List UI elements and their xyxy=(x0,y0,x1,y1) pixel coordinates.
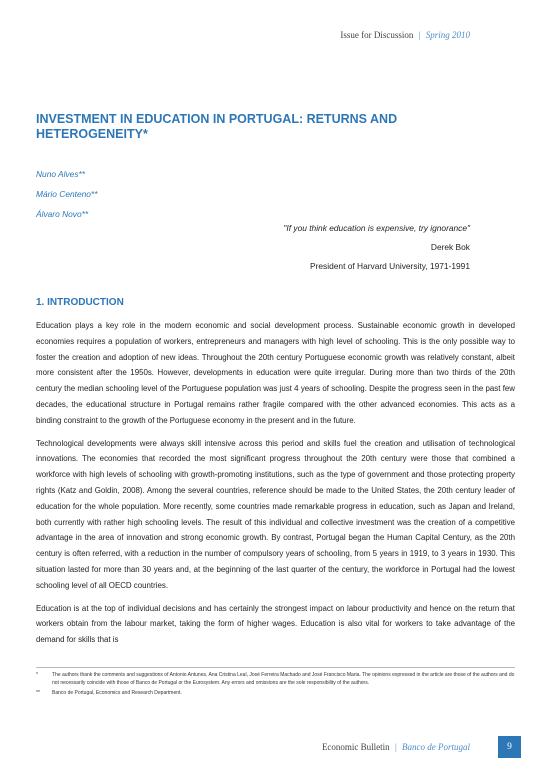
body-text xyxy=(36,318,515,655)
epigraph-role: President of Harvard University, 1971-1991 xyxy=(310,261,470,271)
footnotes xyxy=(36,672,515,701)
footnote-text: The authors thank the comments and suggestions of Antonio Antunes, Ana Cristina Leal, José Ferreira Machado and José Francisco Maria. The opinions expressed in the article are those of the authors and do not necessarily coincide with those of Banco de Portugal or the Eurosystem. Any errors and omissions are the sole responsibility of the authors. xyxy=(52,672,515,686)
author-name: Álvaro Novo** xyxy=(36,209,89,219)
section-number: 1. xyxy=(36,297,45,308)
body-paragraph: Technological developments were always skill intensive across this period and skills fuel the creation and utilisation of technological innovations. The economies that recorded the most significant progress throughout the 20th century were those that combined a workforce with high levels of schooling with growth-promoting institutions, such as the type of government and those protecting property rights (Katz and Goldin, 2008). Among the several countries, reference should be made to the United States, the 20th century leader of education for the whole population. More recently, some countries made remarkable progress in education, such as Japan and Ireland, both currently with rather high schooling levels. The result of this individual and collective investment was the creation of a competitive advantage in the area of innovation and strong economic growth. By contrast, Portugal began the Human Capital Century, as the 20th century is often referred, with a reduction in the number of compulsory years of schooling, from 5 years in 1919, to 3 years in 1930. This situation lasted for more than 30 years and, at the beginning of the last quarter of the century, the workforce in Portugal had the lowest schooling level of all OECD countries. xyxy=(36,438,515,590)
header-separator: | xyxy=(418,30,421,40)
author-list xyxy=(36,164,97,224)
footnote-text: Banco de Portugal, Economics and Research Department. xyxy=(52,690,182,697)
header-period: Spring 2010 xyxy=(425,30,470,40)
epigraph-author: Derek Bok xyxy=(430,242,470,252)
header-publication: Issue for Discussion xyxy=(340,30,414,40)
footer-publication: Economic Bulletin xyxy=(321,742,390,752)
running-header xyxy=(340,30,470,40)
footer-separator: | xyxy=(394,742,397,752)
body-paragraph: Education is at the top of individual decisions and has certainly the strongest impact on labour productivity and hence on the return that workers obtain from the labour market, taking the form of higher wages. Education is also vital for workers to take advantage of the demand for skills that is xyxy=(36,603,515,645)
footnote-mark: ** xyxy=(36,690,40,697)
epigraph-quote: "If you think education is expensive, try ignorance" xyxy=(283,223,470,233)
article-title: INVESTMENT IN EDUCATION IN PORTUGAL: RETURNS AND HETEROGENEITY* xyxy=(36,112,398,141)
footnote xyxy=(36,672,515,687)
author-name: Mário Centeno** xyxy=(36,189,98,199)
body-paragraph: Education plays a key role in the modern economic and social development process. Sustainable economic growth in developed economies requires a population of workers, entrepreneurs and managers with high level of schooling. This is the only possible way to foster the creation and adoption of new ideas. Throughout the 20th century Portuguese economic growth was relatively constant, albeit more consistent after the 1950s. However, developments in education were quite irregular. During more than two thirds of the 20th century the median schooling level of the Portuguese population was just 4 years of schooling. Despite the progress seen in the past few decades, the educational structure in Portugal remains rather fragile compared with the other advanced economies. This acts as a binding constraint to the growth of the Portuguese economy in the present and in the future. xyxy=(36,321,515,425)
section-heading xyxy=(36,297,124,308)
section-title: INTRODUCTION xyxy=(47,297,124,308)
footnote xyxy=(36,690,515,698)
running-footer xyxy=(322,741,470,753)
author-name: Nuno Alves** xyxy=(36,169,86,179)
page-number: 9 xyxy=(498,736,521,758)
epigraph xyxy=(283,219,470,276)
footnote-mark: * xyxy=(36,672,38,678)
footer-bank: Banco de Portugal xyxy=(402,742,470,752)
footnote-divider xyxy=(36,667,515,668)
